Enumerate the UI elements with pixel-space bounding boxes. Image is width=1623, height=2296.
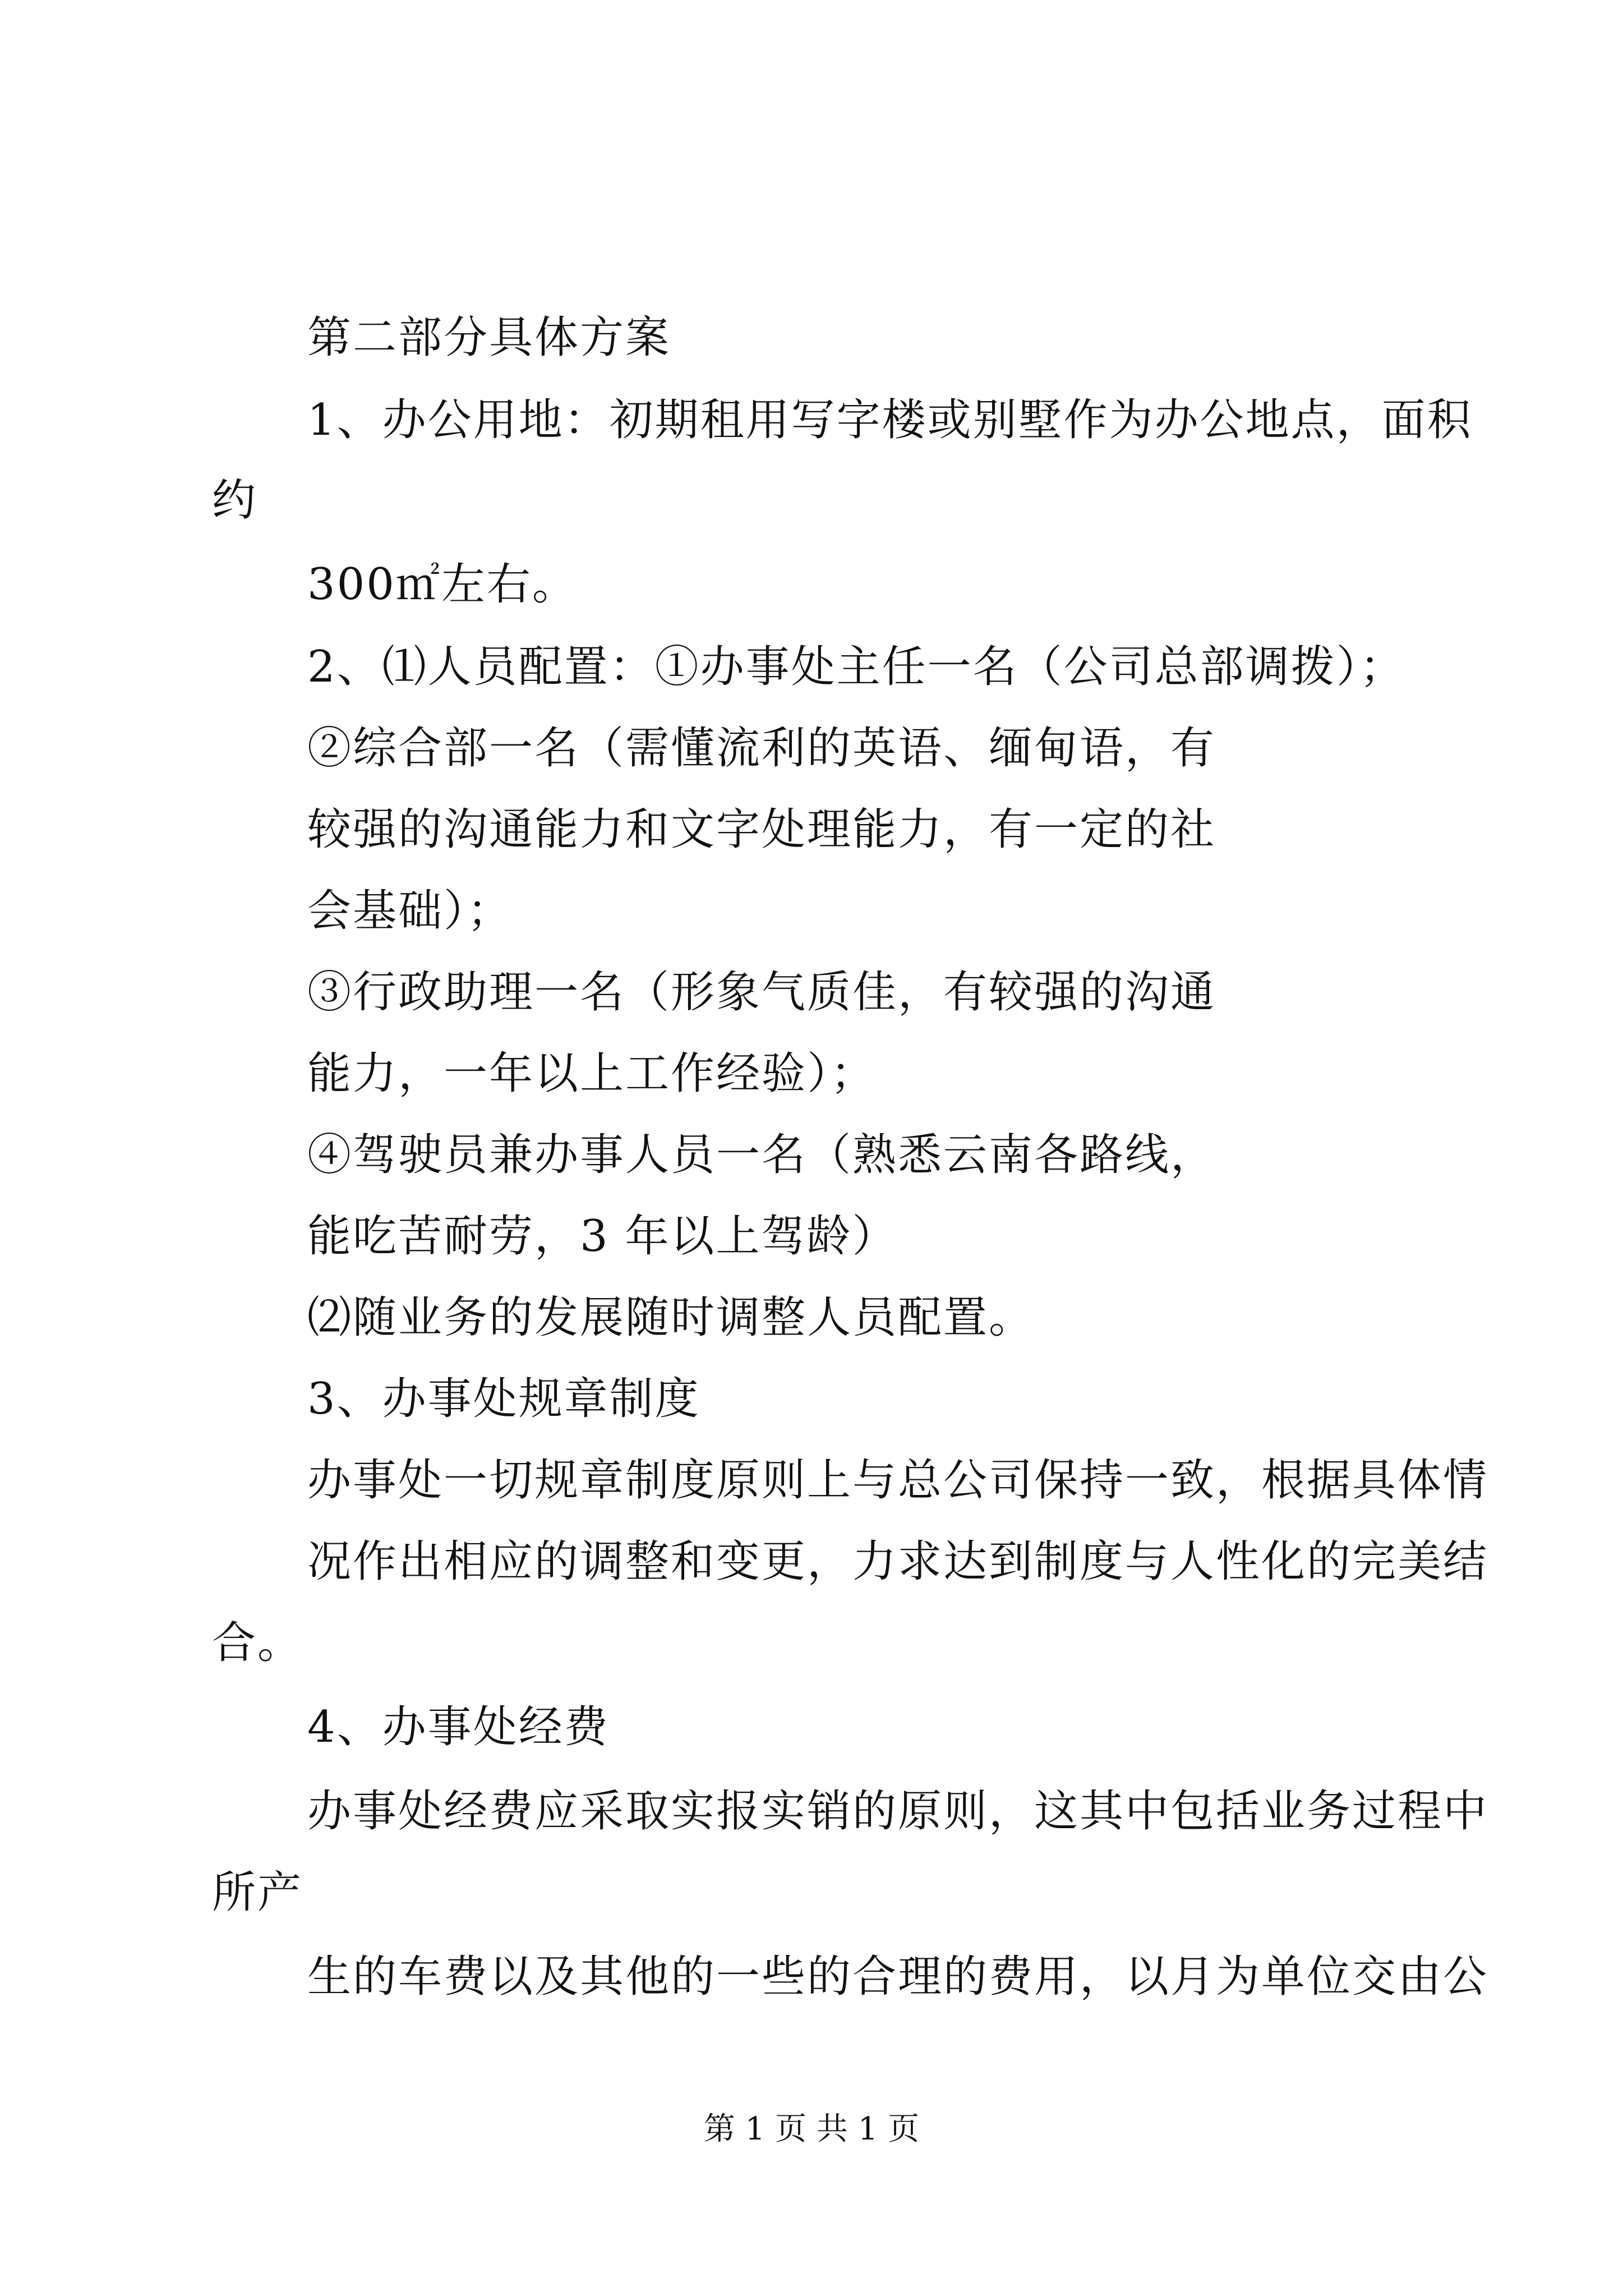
- paragraph-line: 所产: [212, 1867, 303, 1918]
- section-heading: 第二部分具体方案: [307, 312, 671, 363]
- paragraph-line: ⑵随业务的发展随时调整人员配置。: [307, 1292, 1035, 1343]
- paragraph-line: 300㎡左右。: [307, 559, 578, 610]
- paragraph-line: 况作出相应的调整和变更，力求达到制度与人性化的完美结: [307, 1536, 1489, 1587]
- section-heading: 4、办事处经费: [307, 1702, 610, 1752]
- paragraph-line: 2、⑴人员配置：①办事处主任一名（公司总部调拨）；: [307, 642, 1405, 692]
- paragraph-line: ②综合部一名（需懂流利的英语、缅甸语，有: [307, 723, 1216, 774]
- paragraph-line: 约: [212, 475, 258, 526]
- paragraph-line: 合。: [212, 1618, 303, 1668]
- paragraph-line: ③行政助理一名（形象气质佳，有较强的沟通: [307, 967, 1216, 1018]
- paragraph-line: 1、办公用地：初期租用写字楼或别墅作为办公地点，面积: [307, 395, 1473, 445]
- paragraph-line: 能力，一年以上工作经验）；: [307, 1048, 877, 1099]
- paragraph-line: 生的车费以及其他的一些的合理的费用，以月为单位交由公: [307, 1952, 1489, 2002]
- paragraph-line: 会基础）；: [307, 886, 513, 936]
- paragraph-line: ④驾驶员兼办事人员一名（熟悉云南各路线，: [307, 1130, 1216, 1180]
- paragraph-line: 办事处经费应采取实报实销的原则，这其中包括业务过程中: [307, 1786, 1489, 1837]
- paragraph-line: 较强的沟通能力和文字处理能力，有一定的社: [307, 804, 1216, 855]
- page-footer: 第 1 页 共 1 页: [703, 2111, 920, 2147]
- paragraph-line: 能吃苦耐劳，3 年以上驾龄）: [307, 1211, 898, 1262]
- paragraph-line: 办事处一切规章制度原则上与总公司保持一致，根据具体情: [307, 1455, 1489, 1506]
- section-heading: 3、办事处规章制度: [307, 1374, 700, 1424]
